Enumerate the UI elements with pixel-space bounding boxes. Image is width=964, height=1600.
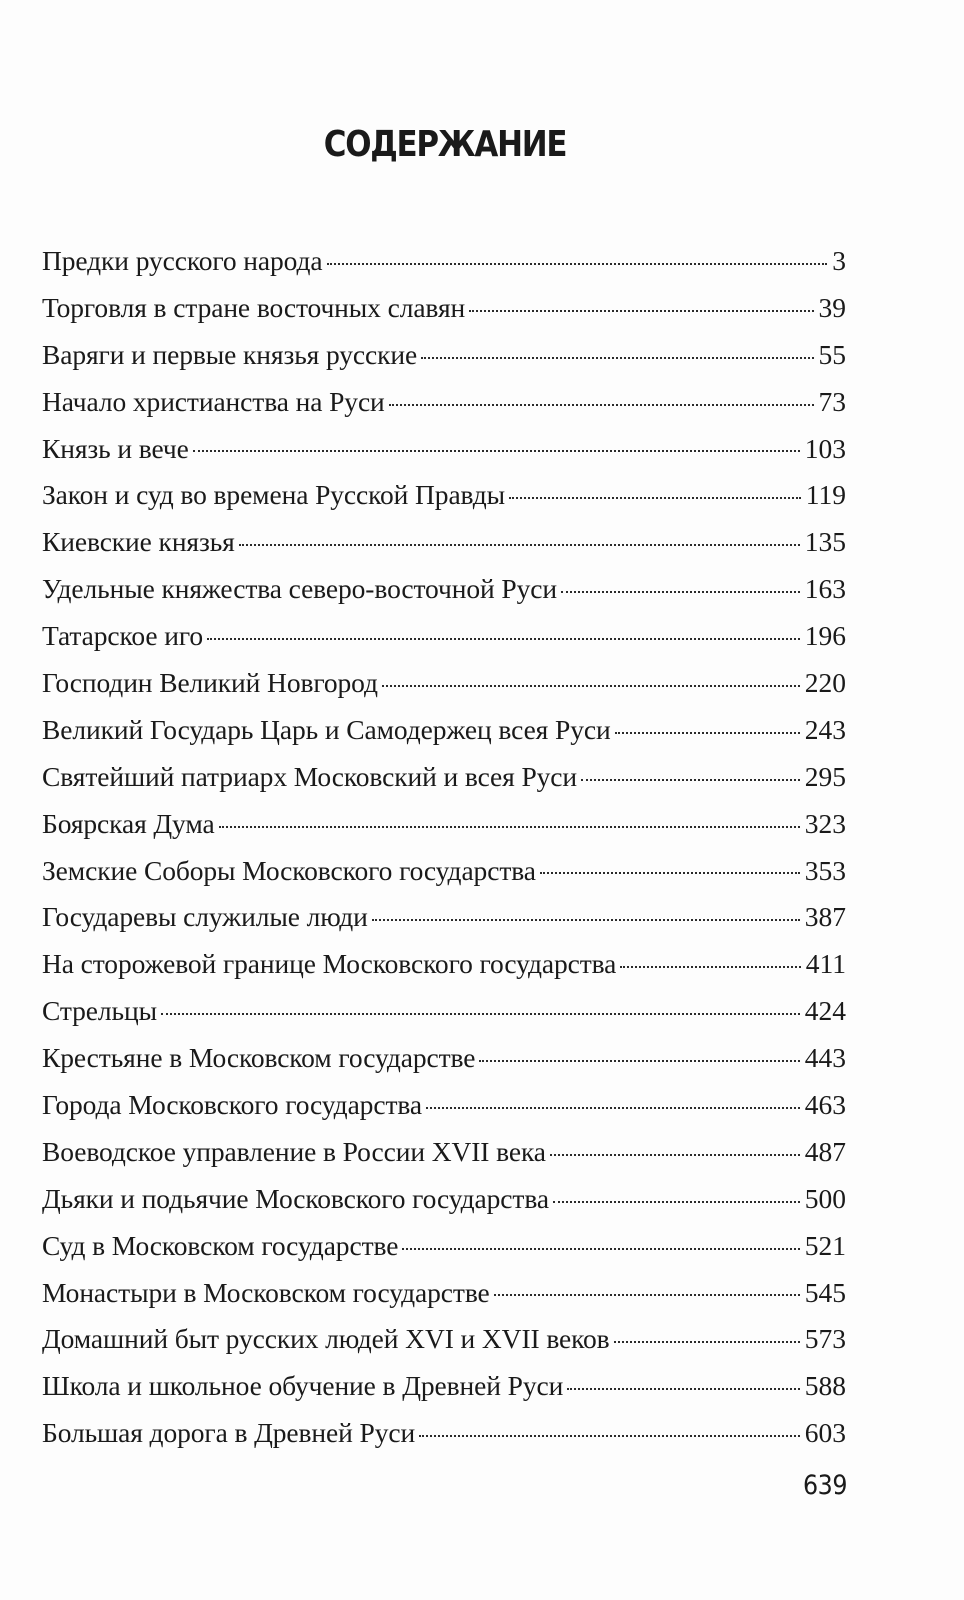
toc-entry-title: Города Московского государства	[42, 1089, 422, 1121]
dot-leader	[382, 685, 800, 687]
toc-entry	[42, 988, 846, 1035]
toc-entry-page: 353	[804, 854, 846, 886]
toc-entry	[42, 332, 846, 379]
dot-leader	[207, 638, 800, 640]
toc-entry-title: Великий Государь Царь и Самодержец всея Руси	[42, 713, 611, 745]
toc-entry-title: Князь и вече	[42, 432, 189, 464]
toc-entry	[42, 519, 846, 566]
toc-entry-page: 487	[804, 1135, 846, 1167]
toc-entry-title: Большая дорога в Древней Руси	[42, 1417, 416, 1449]
dot-leader	[419, 1435, 800, 1437]
toc-entry-title: На сторожевой границе Московского государства	[42, 948, 617, 980]
table-of-contents	[42, 238, 846, 1457]
toc-entry-page: 196	[804, 620, 846, 652]
dot-leader	[540, 872, 800, 874]
toc-entry-title: Домашний быт русских людей XVI и XVII веков	[42, 1323, 610, 1355]
toc-entry-title: Святейший патриарх Московский и всея Руси	[42, 760, 578, 792]
dot-leader	[219, 826, 800, 828]
toc-entry	[42, 472, 846, 519]
toc-entry	[42, 285, 846, 332]
toc-entry-title: Киевские князья	[42, 526, 235, 558]
toc-entry-page: 411	[805, 948, 846, 980]
dot-leader	[421, 357, 813, 359]
toc-entry-page: 323	[804, 807, 846, 839]
toc-entry	[42, 1176, 846, 1223]
toc-entry-title: Татарское иго	[42, 620, 204, 652]
toc-entry-page: 387	[804, 901, 846, 933]
dot-leader	[494, 1294, 800, 1296]
toc-entry-page: 220	[804, 667, 846, 699]
toc-entry	[42, 1363, 846, 1410]
dot-leader	[479, 1060, 799, 1062]
toc-entry	[42, 613, 846, 660]
toc-entry	[42, 1410, 846, 1457]
toc-entry-page: 119	[805, 479, 846, 511]
toc-entry-page: 443	[804, 1042, 846, 1074]
toc-entry-title: Удельные княжества северо-восточной Руси	[42, 573, 557, 605]
dot-leader	[567, 1388, 800, 1390]
dot-leader	[239, 544, 800, 546]
toc-entry	[42, 566, 846, 613]
toc-entry	[42, 754, 846, 801]
toc-entry	[42, 894, 846, 941]
toc-entry	[42, 1082, 846, 1129]
toc-entry-page: 521	[804, 1229, 846, 1261]
dot-leader	[553, 1201, 800, 1203]
toc-entry-title: Земские Соборы Московского государства	[42, 854, 536, 886]
dot-leader	[372, 919, 800, 921]
toc-entry-page: 295	[804, 760, 846, 792]
toc-entry-title: Варяги и первые князья русские	[42, 338, 418, 370]
toc-entry-page: 163	[804, 573, 846, 605]
dot-leader	[509, 497, 801, 499]
toc-entry-title: Предки русского народа	[42, 245, 323, 276]
toc-entry-title: Дьяки и подьячие Московского государства	[42, 1182, 549, 1214]
dot-leader	[614, 1341, 800, 1343]
dot-leader	[161, 1013, 800, 1015]
page-number: 639	[802, 1470, 847, 1501]
dot-leader	[581, 779, 800, 781]
toc-entry-title: Воеводское управление в России XVII века	[42, 1135, 546, 1167]
toc-entry-page: 243	[804, 713, 846, 745]
toc-entry-title: Крестьяне в Московском государстве	[42, 1042, 476, 1074]
toc-entry-page: 463	[804, 1089, 846, 1121]
toc-entry-title: Торговля в стране восточных славян	[42, 291, 466, 323]
dot-leader	[550, 1154, 800, 1156]
page-title: СОДЕРЖАНИЕ	[323, 124, 567, 165]
toc-entry	[42, 801, 846, 848]
toc-entry-page: 545	[804, 1276, 846, 1308]
toc-entry	[42, 1035, 846, 1082]
toc-entry-page: 55	[818, 338, 846, 370]
dot-leader	[469, 310, 813, 312]
toc-entry	[42, 1223, 846, 1270]
toc-entry-page: 603	[804, 1417, 846, 1449]
toc-entry-page: 3	[832, 245, 846, 276]
toc-entry	[42, 848, 846, 895]
toc-entry-title: Школа и школьное обучение в Древней Руси	[42, 1370, 564, 1402]
toc-entry	[42, 238, 846, 285]
toc-entry	[42, 941, 846, 988]
toc-entry-title: Боярская Дума	[42, 807, 215, 839]
toc-entry-title: Господин Великий Новгород	[42, 667, 378, 699]
dot-leader	[426, 1107, 800, 1109]
toc-entry	[42, 1316, 846, 1363]
toc-entry	[42, 426, 846, 473]
toc-entry-page: 588	[804, 1370, 846, 1402]
dot-leader	[389, 404, 814, 406]
toc-entry-page: 424	[804, 995, 846, 1027]
toc-entry-title: Государевы служилые люди	[42, 901, 368, 933]
toc-entry-title: Монастыри в Московском государстве	[42, 1276, 490, 1308]
dot-leader	[561, 591, 800, 593]
toc-entry	[42, 1129, 846, 1176]
toc-entry-title: Закон и суд во времена Русской Правды	[42, 479, 506, 511]
toc-entry-title: Суд в Московском государстве	[42, 1229, 399, 1261]
toc-entry-title: Начало христианства на Руси	[42, 385, 385, 417]
dot-leader	[620, 966, 800, 968]
toc-entry-page: 500	[804, 1182, 846, 1214]
dot-leader	[327, 263, 828, 265]
toc-entry	[42, 379, 846, 426]
toc-entry	[42, 707, 846, 754]
dot-leader	[615, 732, 800, 734]
toc-entry-page: 135	[804, 526, 846, 558]
toc-entry	[42, 1270, 846, 1317]
toc-entry	[42, 660, 846, 707]
toc-entry-page: 573	[804, 1323, 846, 1355]
toc-entry-page: 103	[804, 432, 846, 464]
dot-leader	[402, 1248, 799, 1250]
toc-entry-page: 39	[818, 291, 846, 323]
toc-entry-page: 73	[818, 385, 846, 417]
toc-entry-title: Стрельцы	[42, 995, 157, 1027]
dot-leader	[193, 450, 800, 452]
